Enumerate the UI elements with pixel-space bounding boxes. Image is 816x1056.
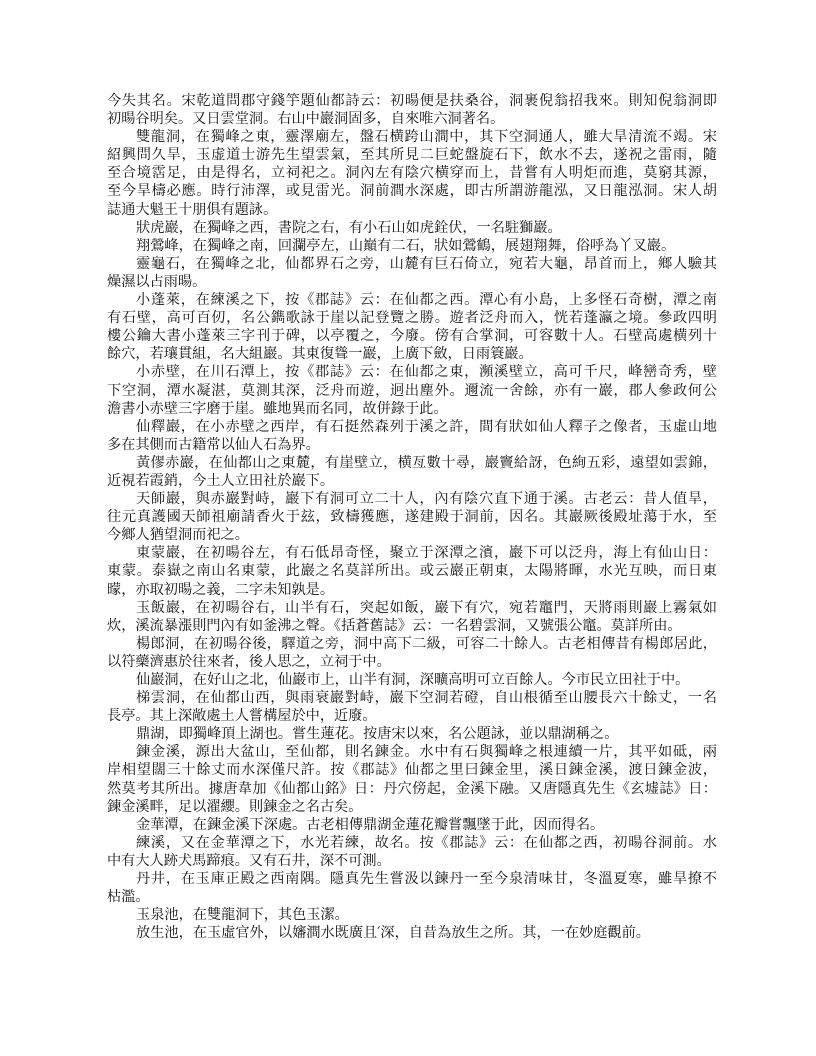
text-line: 澹書小赤壁三字磨于崖。雖地異而名同，故併錄于此。 — [107, 400, 448, 417]
text-line: 今失其名。宋乾道問郡守錢竽題仙都詩云：初暘便是扶桑谷，洞裹倪翁招我來。則知倪翁洞即 — [107, 93, 717, 109]
text-line: 鍊金溪，源出大盆山，至仙都，則名鍊金。水中有石與獨峰之根連續一片，其平如砥，兩 — [136, 744, 717, 761]
paragraph — [107, 924, 717, 942]
text-line: 東蒙巖，在初暘谷左，有石低昂奇怪，聚立于深潭之濱，巖下可以泛舟，海上有仙山日： — [136, 545, 717, 562]
text-line: 然莫考其所出。據唐韋加《仙都山銘》日：丹穴傍起，金溪下融。又唐隱真先生《玄墟誌》日： — [107, 780, 717, 797]
text-line: 鼎湖，即獨峰頂上湖也。嘗生蓮花。按唐宋以來，名公題詠，並以鼎湖稱之。 — [136, 726, 619, 743]
text-line: 燥濕以占雨暘。 — [107, 273, 207, 290]
paragraph — [107, 363, 717, 417]
text-line: 翔鶯峰，在獨峰之南，回瀾亭左，山巔有二石，狀如鶯鶴，展翅翔舞，俗呼為丫叉巖。 — [136, 237, 676, 254]
text-line: 金華潭，在鍊金溪下深處。古老相傳鼎湖金蓮花瓣嘗飄墜于此，因而得名。 — [136, 816, 605, 833]
paragraph — [107, 418, 717, 454]
paragraph — [107, 255, 717, 291]
text-line: 餘穴，若瓖貫組，名大組巖。其東復聳一巖，上廣下斂，日雨簑巖。 — [107, 346, 533, 363]
text-line: 近視若霞銷，今土人立田社於巖下。 — [107, 472, 335, 489]
paragraph — [107, 834, 717, 870]
text-line: 小蓬萊，在練溪之下，按《郡誌》云：在仙都之西。潭心有小島，上多怪石奇樹，潭之南 — [136, 292, 717, 309]
text-line: 放生池，在玉虛官外，以嬸澗水既廣且′深，自昔為放生之所。其，一在妙庭觀前。 — [136, 925, 650, 942]
text-line: 曚，亦取初暘之義，二字未知孰是。 — [107, 581, 335, 598]
text-line: 天師巖，與赤巖對峙，巖下有洞可立二十人，內有陰穴直下通于溪。古老云：昔人值旱， — [136, 491, 717, 508]
text-line: 初暘谷明矣。又日雲堂洞。右山中巖洞固多，自來唯六洞著名。 — [107, 111, 505, 128]
text-line: 樓公鑰大書小蓬萊三字刊于碑，以亭覆之，今廢。傍有合掌洞，可容數十人。石壁高處横列十 — [107, 328, 717, 345]
text-line: 至今旱檮必應。時行沛澤，或見雷光。洞前澗水深處，即古所謂游龍泓，又日龍泓洞。宋人胡 — [107, 183, 717, 200]
paragraph — [107, 635, 717, 671]
text-line: 梯雲洞，在仙都山西，與雨衰巖對峙，巖下空洞若磴，自山根循至山腰長六十餘丈，一名 — [136, 690, 717, 707]
text-line: 下空洞，潭水凝湛，莫測其深，泛舟而遊，迥出塵外。邇流一舍餘，亦有一巖，郡人參政何公 — [107, 382, 717, 399]
paragraph — [107, 544, 717, 598]
text-line: 丹井，在玉庫正殿之西南隅。隱真先生嘗汲以鍊丹一至今泉清味甘，冬溫夏寒，雖旱撩不 — [136, 871, 717, 888]
text-line: 岸相望闊三十餘丈而水深僅尺許。按《郡誌》仙都之里曰鍊金里，溪日鍊金溪，渡日鍊金波， — [107, 762, 717, 779]
paragraph — [107, 237, 717, 255]
text-line: 雙龍洞，在獨峰之東，靈澤廟左，盤石横跨山澗中，其下空洞通人，雖大旱清流不竭。宋 — [136, 129, 717, 146]
text-line: 往元真護國天師祖廟請香火于玆，致檮獲應，遂建殿于洞前，因名。其巖厥後殿址蕩于水，至 — [107, 509, 717, 526]
paragraph — [107, 92, 717, 128]
text-line: 仙釋巖，在小赤壁之西岸，有石挺然森列于溪之許，間有狀如仙人釋子之像者，玉虛山地 — [136, 418, 717, 435]
text-line: 以符藥濟惠於往來者，後人思之，立祠于中。 — [107, 653, 391, 670]
text-line: 狀虎巖，在獨峰之西，書院之右，有小石山如虎銓伏，一名駐獅巖。 — [136, 219, 562, 236]
paragraph — [107, 219, 717, 237]
text-line: 玉泉池，在雙龍洞下，其色玉潔。 — [136, 907, 349, 924]
paragraph — [107, 128, 717, 218]
text-line: 枯濫。 — [107, 889, 150, 906]
paragraph — [107, 599, 717, 635]
text-line: 有石壁，高可百仞，名公鐫歌詠于崖以記登覽之勝。遊者泛舟而入，恍若蓬瀛之境。參政四明 — [107, 310, 717, 327]
paragraph — [107, 743, 717, 815]
text-line: 練溪，又在金華潭之下，水光若練，故名。按《郡誌》云：在仙都之西，初暘谷洞前。水 — [136, 834, 717, 851]
text-line: 多在其側而古籍常以仙人石為界。 — [107, 436, 320, 453]
text-line: 楊郎洞，在初暘谷後，驛道之旁，洞中高下二級，可容二十餘人。古老相傳昔有楊郎居此， — [136, 635, 717, 652]
text-line: 玉飯巖，在初暘谷右，山半有石，突起如飯，巖下有穴，宛若竈門，天將雨則巖上霧氣如 — [136, 599, 717, 616]
text-line: 今鄉人猶望洞而祀之。 — [107, 527, 249, 544]
text-line: 黃僇赤巖，在仙都山之東麓，有崖壁立，横亙數十尋，巖竇給訝，色絢五彩，遠望如雲錦， — [136, 454, 717, 471]
paragraph — [107, 454, 717, 490]
text-line: 小赤壁，在川石潭上，按《郡誌》云：在仙都之東，瀕溪壁立，高可千尺，峰巒奇秀，壁 — [136, 364, 717, 381]
paragraph — [107, 725, 717, 743]
text-line: 長亭。其上深敞處土人嘗構屋於中，近廢。 — [107, 708, 377, 725]
paragraph — [107, 870, 717, 906]
text-line: 至合境霑足，由是得名，立祠祀之。洞內左有陰穴横穿而上，昔嘗有人明炬而進，莫窮其源， — [107, 165, 717, 182]
paragraph — [107, 490, 717, 544]
paragraph — [107, 906, 717, 924]
text-line: 炊，溪流暴漲則門內有如釜沸之聲。《括蒼舊誌》云：一名碧雲洞，又號張公竈。莫詳所由。 — [107, 617, 682, 634]
paragraph — [107, 816, 717, 834]
text-line: 鍊金溪畔，足以濯纓。則鍊金之名古矣。 — [107, 798, 363, 815]
text-line: 仙巖洞，在好山之北，仙巖市上，山半有洞，深曠高明可立百餘人。今市民立田社于中。 — [136, 672, 690, 688]
paragraph — [107, 689, 717, 725]
text-line: 紹興問久旱，玉虚道士游先生望雲氣，至其所見二巨蛇盤旋石下，飲水不去，遂祝之雷雨，隨 — [107, 147, 717, 164]
text-line: 靈龜石，在獨峰之北，仙都界石之旁，山麓有巨石倚立，宛若大龜，昂首而上，鄉人驗其 — [136, 255, 717, 272]
text-line: 誌通大魁王十朋俱有題詠。 — [107, 201, 278, 218]
paragraph — [107, 291, 717, 363]
text-line: 東蒙。泰嶽之南山名東蒙，此巖之名莫詳所出。或云巖正朝東，太陽將暉，水光互映，而日東 — [107, 563, 717, 580]
paragraph — [107, 671, 717, 689]
text-line: 中有大人跡犬馬蹄痕。又有石井，深不可測。 — [107, 852, 391, 869]
document-body — [107, 92, 717, 942]
